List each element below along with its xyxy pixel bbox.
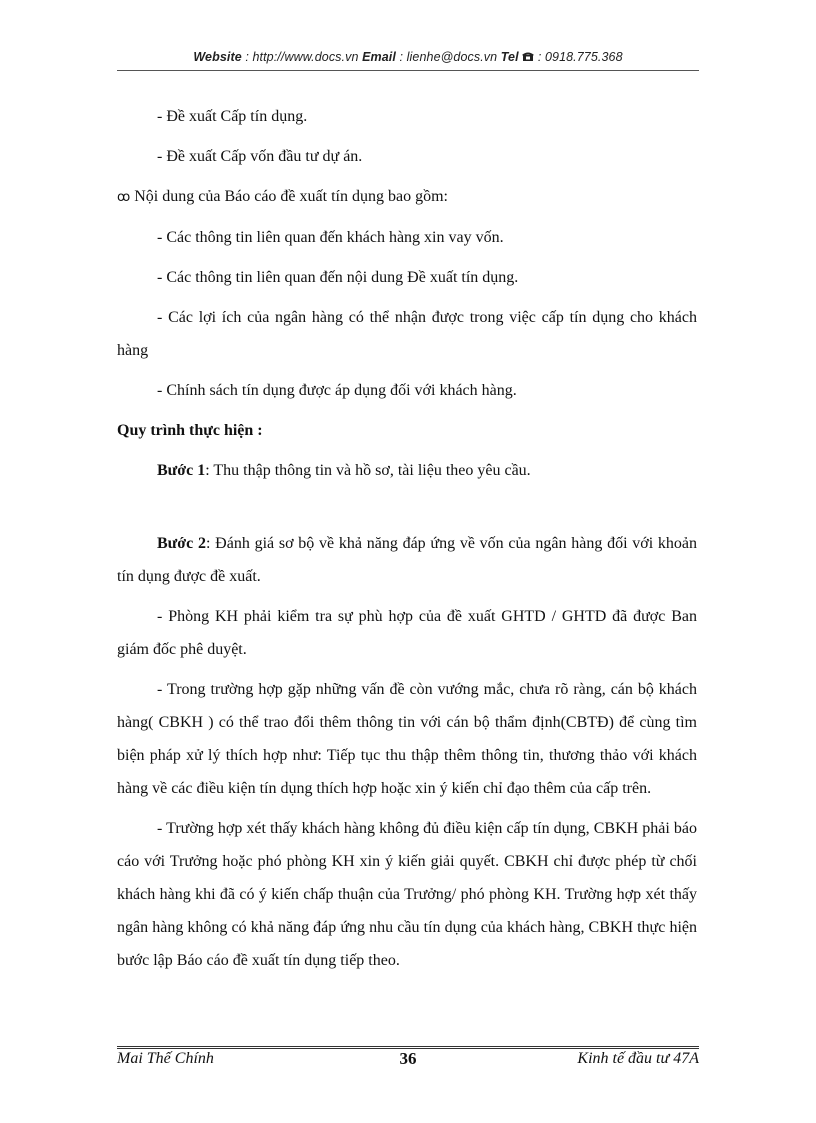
email-label: Email [362,50,396,64]
paragraph-issues: - Trong trường hợp gặp những vấn đề còn vướng mắc, chưa rõ ràng, cán bộ khách hàng( CBKH ) có thể trao đổi thêm thông tin với cán bộ thẩm định(CBTĐ) để cùng tìm biện pháp xử lý thích hợp như: Tiếp tục thu thập thêm thông tin, thương thảo với khách hàng về các điều kiện tín dụng thích hợp hoặc xin ý kiến chỉ đạo thêm của cấp trên. [117,681,697,797]
email-link[interactable]: : lienhe@docs.vn [395,50,501,64]
paragraph-ineligible: - Trường hợp xét thấy khách hàng không đủ điều kiện cấp tín dụng, CBKH phải báo cáo với Trưởng hoặc phó phòng KH xin ý kiến giải quyết. CBKH chỉ được phép từ chối khách hàng khi đã có ý kiến chấp thuận của Trưởng/ phó phòng KH. Trường hợp xét thấy ngân hàng không có khả năng đáp ứng nhu cầu tín dụng của khách hàng, CBKH thực hiện bước lập Báo cáo đề xuất tín dụng tiếp theo. [117,820,697,969]
content-item-bank-benefits: - Các lợi ích của ngân hàng có thể nhận được trong việc cấp tín dụng cho khách hàng [117,309,697,359]
section-heading: Quy trình thực hiện : [117,422,263,439]
paragraph-check-proposal: - Phòng KH phải kiểm tra sự phù hợp của đề xuất GHTD / GHTD đã được Ban giám đốc phê duyệt. [117,608,697,658]
page-footer [117,1050,699,1074]
proposal-item-investment: - Đề xuất Cấp vốn đầu tư dự án. [157,148,363,165]
content-item-customer-info: - Các thông tin liên quan đến khách hàng xin vay vốn. [157,229,504,246]
step-2-label: Bước 2 [157,535,206,552]
content-item-credit-policy: - Chính sách tín dụng được áp dụng đối với khách hàng. [157,382,517,399]
report-content-intro-text: Nội dung của Báo cáo đề xuất tín dụng bao gồm: [134,188,448,205]
tel-value: : 0918.775.368 [534,50,623,64]
page-header [117,50,699,64]
phone-icon [522,50,534,64]
proposal-item-credit: - Đề xuất Cấp tín dụng. [157,108,308,125]
step-2-text: : Đánh giá sơ bộ về khả năng đáp ứng về vốn của ngân hàng đối với khoản tín dụng được đề xuất. [117,535,698,585]
header-divider [117,70,699,71]
bullet-icon: ꝏ [117,190,131,205]
report-content-intro [117,180,697,214]
website-link[interactable]: : http://www.docs.vn [241,50,363,64]
footer-course: Kinh tế đầu tư 47A [577,1050,699,1067]
step-1-text: : Thu thập thông tin và hồ sơ, tài liệu theo yêu cầu. [205,462,531,479]
step-1-label: Bước 1 [157,462,206,479]
tel-label: Tel [500,50,519,64]
footer-author: Mai Thế Chính [117,1050,214,1067]
content-item-proposal-info: - Các thông tin liên quan đến nội dung Đề xuất tín dụng. [157,269,519,286]
page-number: 36 [399,1049,417,1068]
page-body [117,100,697,984]
step-2 [117,527,697,593]
step-1 [117,454,697,487]
spacer [117,494,697,527]
website-label: Website [193,50,242,64]
